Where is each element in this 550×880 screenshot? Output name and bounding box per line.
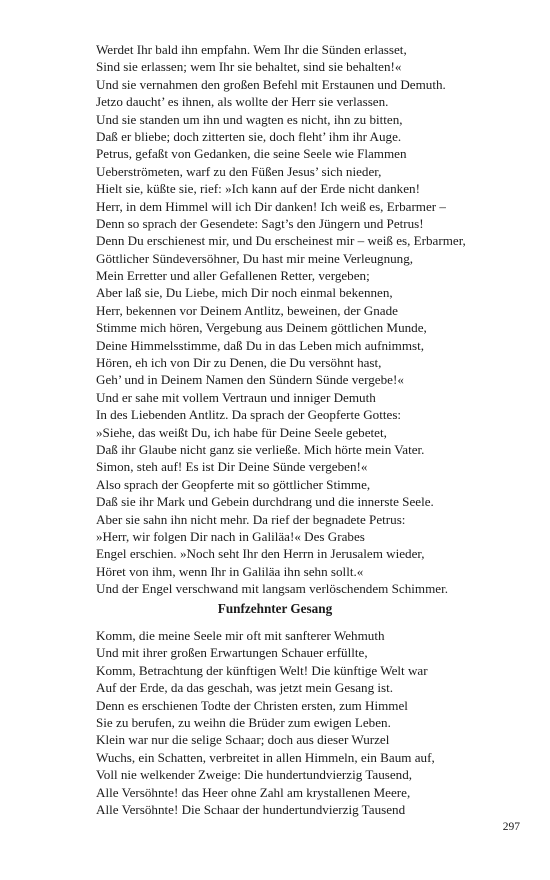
verse-line: Daß er bliebe; doch zitterten sie, doch fleht’ ihm ihr Auge. <box>96 128 402 144</box>
verse-line: Sie zu berufen, zu weihn die Brüder zum ewigen Leben. <box>96 714 391 730</box>
verse-line: Petrus, gefaßt von Gedanken, die seine Seele wie Flammen <box>96 146 407 162</box>
verse-line: Göttlicher Sündeversöhner, Du hast mir meine Verleugnung, <box>96 250 414 266</box>
verse-line: Sind sie erlassen; wem Ihr sie behaltet, sind sie behalten!« <box>96 59 402 75</box>
verse-line: Ueberströmeten, warf zu den Füßen Jesus’ sich nieder, <box>96 163 382 179</box>
verse-line: Höret von ihm, wenn Ihr in Galiläa ihn sehn sollt.« <box>96 563 364 579</box>
verse-line: Klein war nur die selige Schaar; doch aus dieser Wurzel <box>96 732 390 748</box>
verse-line: Jetzo daucht’ es ihnen, als wollte der Herr sie verlassen. <box>96 94 389 110</box>
verse-line: Hielt sie, küßte sie, rief: »Ich kann auf der Erde nicht danken! <box>96 181 420 197</box>
verse-line: Auf der Erde, da das geschah, was jetzt mein Gesang ist. <box>96 680 394 696</box>
verse-line: »Siehe, das weißt Du, ich habe für Deine Seele gebetet, <box>96 424 387 440</box>
verse-block-2 <box>96 627 526 818</box>
verse-block-1 <box>96 41 526 598</box>
verse-line: Alle Versöhnte! das Heer ohne Zahl am krystallenen Meere, <box>96 784 411 800</box>
verse-line: Werdet Ihr bald ihn empfahn. Wem Ihr die Sünden erlasset, <box>96 42 407 57</box>
verse-line: Und er sahe mit vollem Vertraun und inniger Demuth <box>96 389 376 405</box>
verse-line: Komm, Betrachtung der künftigen Welt! Die künftige Welt war <box>96 662 428 678</box>
verse-line: Herr, in dem Himmel will ich Dir danken! Ich weiß es, Erbarmer – <box>96 198 446 214</box>
verse-line: Engel erschien. »Noch seht Ihr den Herrn in Jerusalem wieder, <box>96 546 425 562</box>
verse-line: Voll nie welkender Zweige: Die hundertundvierzig Tausend, <box>96 767 413 783</box>
verse-line: Deine Himmelsstimme, daß Du in das Leben mich aufnimmst, <box>96 337 425 353</box>
verse-line: In des Liebenden Antlitz. Da sprach der Geopferte Gottes: <box>96 407 402 423</box>
verse-line: Und mit ihrer großen Erwartungen Schauer erfüllte, <box>96 645 368 661</box>
verse-line: Mein Erretter und aller Gefallenen Retter, vergeben; <box>96 268 370 284</box>
verse-line: Denn Du erschienest mir, und Du erscheinest mir – weiß es, Erbarmer, <box>96 233 466 249</box>
verse-line: Daß sie ihr Mark und Gebein durchdrang und die innerste Seele. <box>96 494 434 510</box>
page-number: 297 <box>502 821 520 833</box>
verse-line: »Herr, wir folgen Dir nach in Galiläa!« Des Grabes <box>96 528 365 544</box>
verse-line: Geh’ und in Deinem Namen den Sündern Sünde vergebe!« <box>96 372 404 388</box>
verse-line: Komm, die meine Seele mir oft mit sanfterer Wehmuth <box>96 628 385 643</box>
verse-line: Denn so sprach der Gesendete: Sagt’s den Jüngern und Petrus! <box>96 215 424 231</box>
verse-line: Stimme mich hören, Vergebung aus Deinem göttlichen Munde, <box>96 320 427 336</box>
verse-line: Denn es erschienen Todte der Christen ersten, zum Himmel <box>96 697 408 713</box>
verse-line: Und der Engel verschwand mit langsam verlöschendem Schimmer. <box>96 581 448 597</box>
verse-line: Hören, eh ich von Dir zu Denen, die Du versöhnt hast, <box>96 355 382 371</box>
verse-line: Simon, steh auf! Es ist Dir Deine Sünde vergeben!« <box>96 459 368 475</box>
verse-line: Alle Versöhnte! Die Schaar der hundertundvierzig Tausend <box>96 801 406 817</box>
verse-line: Aber laß sie, Du Liebe, mich Dir noch einmal bekennen, <box>96 285 393 301</box>
section-heading: Funfzehnter Gesang <box>217 601 333 616</box>
verse-line: Aber sie sahn ihn nicht mehr. Da rief der begnadete Petrus: <box>96 511 406 527</box>
verse-line: Wuchs, ein Schatten, verbreitet in allen Himmeln, ein Baum auf, <box>96 749 435 765</box>
verse-line: Herr, bekennen vor Deinem Antlitz, beweinen, der Gnade <box>96 302 398 318</box>
verse-line: Und sie standen um ihn und wagten es nicht, ihn zu bitten, <box>96 111 403 127</box>
verse-line: Und sie vernahmen den großen Befehl mit Erstaunen und Demuth. <box>96 76 446 92</box>
verse-line: Also sprach der Geopferte mit so göttlicher Stimme, <box>96 476 371 492</box>
verse-line: Daß ihr Glaube nicht ganz sie verließe. Mich hörte mein Vater. <box>96 441 425 457</box>
